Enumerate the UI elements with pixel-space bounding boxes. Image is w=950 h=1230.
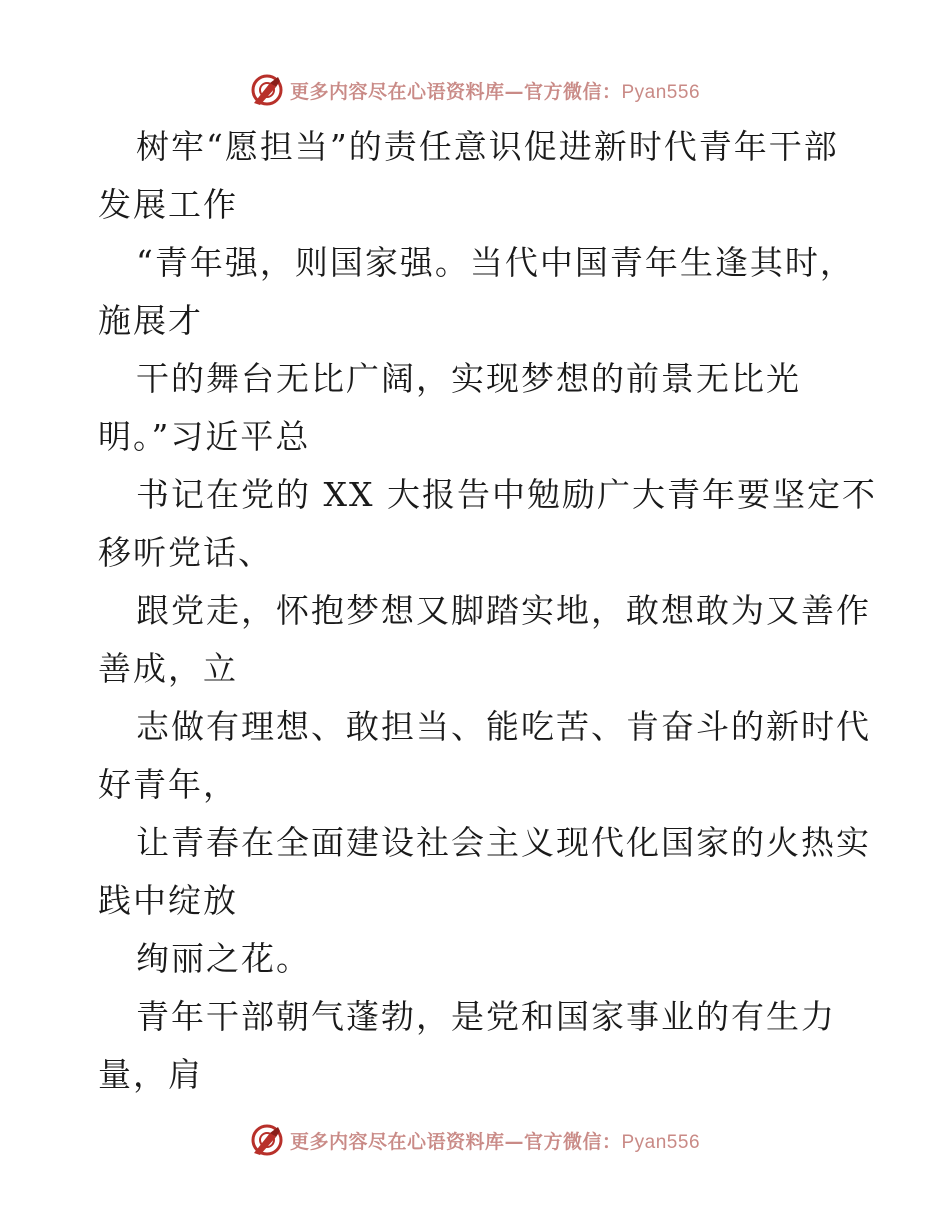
- text-line: 绚丽之花。: [136, 939, 311, 978]
- header-banner-text: 更多内容尽在心语资料库—官方微信：Pyan556: [289, 80, 701, 103]
- footer-banner: [0, 1120, 950, 1160]
- text-line: 善成，立: [98, 649, 238, 688]
- text-line: 树牢“愿担当”的责任意识促进新时代青年干部: [136, 127, 839, 166]
- header-wechat-id: Pyan556: [621, 81, 701, 103]
- text-line: 践中绽放: [98, 881, 238, 920]
- footer-banner-text: 更多内容尽在心语资料库—官方微信：Pyan556: [289, 1130, 701, 1153]
- text-line: 干的舞台无比广阔，实现梦想的前景无比光: [136, 359, 801, 398]
- header-banner: [0, 70, 950, 110]
- pen-logo-icon: [250, 1123, 284, 1157]
- text-line: 明。”习近平总: [98, 417, 311, 456]
- footer-wechat-id: Pyan556: [621, 1131, 701, 1153]
- text-line: 书记在党的 XX 大报告中勉励广大青年要坚定不: [136, 475, 877, 514]
- text-line: 志做有理想、敢担当、能吃苦、肯奋斗的新时代: [136, 707, 871, 746]
- document-body: [98, 118, 877, 1104]
- text-line: 施展才: [98, 301, 203, 340]
- text-line: 发展工作: [98, 185, 238, 224]
- text-line: 量，肩: [98, 1055, 203, 1094]
- text-line: 让青春在全面建设社会主义现代化国家的火热实: [136, 823, 871, 862]
- text-line: “青年强，则国家强。当代中国青年生逢其时，: [136, 243, 855, 282]
- text-line: 移听党话、: [98, 533, 273, 572]
- text-line: 跟党走，怀抱梦想又脚踏实地，敢想敢为又善作: [136, 591, 871, 630]
- text-line: 青年干部朝气蓬勃，是党和国家事业的有生力: [136, 997, 836, 1036]
- text-line: 好青年，: [98, 765, 238, 804]
- pen-logo-icon: [250, 73, 284, 107]
